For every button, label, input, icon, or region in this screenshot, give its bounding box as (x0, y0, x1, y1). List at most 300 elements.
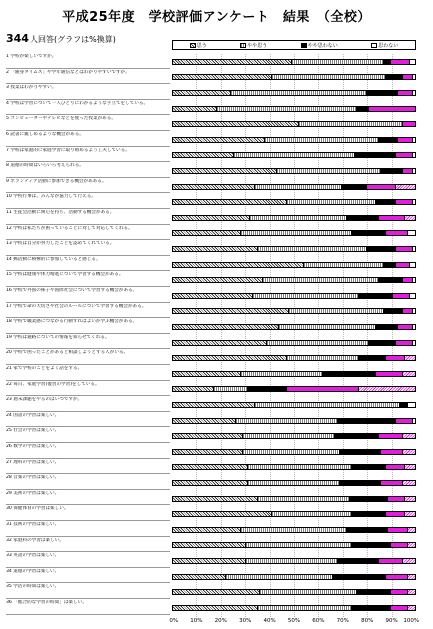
bar-segment-hatch (173, 122, 299, 126)
bar-segment-magenta (379, 216, 406, 220)
bar-segment-black (347, 528, 388, 532)
bar-segment-magenta (386, 512, 405, 516)
bar-segment-black (333, 575, 386, 579)
bar-segment-hatch (173, 481, 248, 485)
question-row (6, 460, 420, 476)
axis-tick-label: 50% (287, 618, 301, 624)
axis-tick-label: 20% (214, 618, 227, 624)
question-row (6, 522, 420, 538)
legend (172, 40, 416, 50)
question-row (6, 569, 420, 585)
response-bar (172, 449, 416, 455)
bar-segment-white (413, 309, 415, 313)
bar-segment-black (357, 107, 369, 111)
bar-segment-hatch (173, 325, 279, 329)
question-label: 22 毎日、家庭学習(復習の学習)をしている。 (6, 382, 170, 397)
legend-label: やや思う (247, 42, 268, 49)
response-count-label: 人回答(グラフは%換算) (29, 35, 116, 44)
bar-segment-black (400, 403, 407, 407)
bar-segment-pink (408, 606, 415, 610)
bar-segment-black (379, 278, 403, 282)
bar-segment-black (384, 309, 403, 313)
bar-segment-vert (231, 91, 367, 95)
response-bar (172, 262, 416, 268)
question-label: 8 道徳の時間はいろいろ考えられる。 (6, 163, 170, 178)
bar-segment-vert (236, 419, 338, 423)
response-bar (172, 293, 416, 299)
question-row (6, 350, 420, 366)
bar-segment-magenta (367, 185, 396, 189)
bar-segment-vert (217, 107, 357, 111)
legend-swatch (240, 43, 246, 48)
bar-segment-vert (258, 247, 367, 251)
bar-segment-black (357, 590, 391, 594)
bar-segment-black (359, 356, 386, 360)
bar-segment-magenta (391, 590, 408, 594)
bar-segment-vert (255, 403, 400, 407)
bar-segment-pink (403, 450, 415, 454)
question-label: 10 学校行事は、みんなが協力して行える。 (6, 194, 170, 209)
bar-segment-magenta (396, 419, 413, 423)
response-bar (172, 386, 416, 392)
question-label: 26 数学の学習は楽しい。 (6, 444, 170, 459)
question-label: 4 学校は学習について一人ひとりにわかるような手立てをしている。 (6, 101, 170, 116)
bar-segment-vert (248, 465, 352, 469)
page-title: 平成25年度 学校評価アンケート 結果 （全校） (62, 10, 371, 25)
response-bar (172, 496, 416, 502)
bar-segment-magenta (386, 575, 408, 579)
question-row (6, 397, 420, 413)
bar-segment-hatch (173, 450, 243, 454)
bar-segment-vert (304, 263, 384, 267)
question-row (6, 194, 420, 210)
response-bar (172, 527, 416, 533)
question-label: 12 学校は私たちが困っていることに対して対応してくれる。 (6, 226, 170, 241)
bar-segment-black (355, 153, 396, 157)
bar-segment-white (413, 75, 415, 79)
question-row (6, 538, 420, 554)
question-label: 19 学校は通路についての情報を知らせてくれる。 (6, 335, 170, 350)
bar-segment-vert (287, 200, 377, 204)
bar-segment-hatch (173, 309, 289, 313)
bar-segment-magenta (386, 356, 405, 360)
question-row (6, 116, 420, 132)
bar-segment-magenta (403, 309, 413, 313)
legend-label: やや思わない (307, 42, 338, 49)
axis-tick-label: 100% (403, 618, 420, 624)
bar-segment-vert (289, 309, 383, 313)
legend-item (240, 42, 267, 49)
bar-segment-hatch (173, 512, 272, 516)
bar-segment-hatch (173, 434, 243, 438)
question-row (6, 335, 420, 351)
axis-tick-label: 70% (336, 618, 349, 624)
question-label: 17 学校で命の大切さや社会のルールについて学習する機会がある。 (6, 304, 170, 319)
bar-segment-white (413, 278, 415, 282)
question-row (6, 553, 420, 569)
bar-segment-vert (241, 528, 347, 532)
bar-segment-hatch (173, 231, 241, 235)
question-row (6, 382, 420, 398)
response-bar (172, 574, 416, 580)
response-bar (172, 137, 416, 143)
question-label: 7 学校は家庭的に家庭学習に取り組めるよう工夫している。 (6, 148, 170, 163)
legend-label: 思わない (378, 42, 399, 49)
bar-segment-vert (277, 169, 381, 173)
legend-swatch (301, 43, 307, 48)
bar-segment-hatch (173, 169, 277, 173)
bar-segment-vert (214, 387, 248, 391)
question-row (6, 319, 420, 335)
bar-segment-hatch (173, 403, 255, 407)
question-row (6, 210, 420, 226)
bar-segment-vert (263, 278, 379, 282)
question-label: 13 学校は自分が努力したことを認めてくれている。 (6, 241, 170, 256)
bar-segment-vert (267, 341, 369, 345)
bar-segment-hatch (173, 356, 287, 360)
question-row (6, 428, 420, 444)
bar-segment-pink (359, 387, 415, 391)
bar-segment-hatch (173, 575, 226, 579)
bar-segment-hatch (173, 497, 258, 501)
bar-segment-black (347, 216, 378, 220)
bar-segment-hatch (173, 216, 250, 220)
question-row (6, 506, 420, 522)
bar-segment-magenta (403, 169, 413, 173)
question-label: 5 コンピューターやテレビなどを使った授業がある。 (6, 116, 170, 131)
bar-segment-black (335, 434, 379, 438)
legend-swatch (190, 43, 196, 48)
bar-segment-magenta (287, 387, 360, 391)
response-count (6, 32, 116, 45)
bar-segment-vert (241, 372, 323, 376)
bar-segment-black (350, 497, 389, 501)
question-label: 24 国語の学習は楽しい。 (6, 413, 170, 428)
bar-segment-vert (272, 512, 352, 516)
bar-segment-magenta (391, 606, 408, 610)
legend-item (371, 42, 398, 49)
bar-segment-vert (258, 497, 350, 501)
bar-segment-vert (246, 559, 338, 563)
response-bar (172, 511, 416, 517)
bar-segment-vert (279, 325, 376, 329)
response-bar (172, 246, 416, 252)
bar-segment-magenta (386, 465, 405, 469)
question-label: 1 学校が楽しいですか。 (6, 54, 170, 69)
bar-segment-hatch (173, 138, 265, 142)
response-bar (172, 480, 416, 486)
bar-segment-magenta (376, 372, 403, 376)
question-row (6, 148, 420, 164)
bar-segment-magenta (396, 247, 413, 251)
response-bar (172, 340, 416, 346)
bar-segment-white (410, 60, 415, 64)
question-label: 23 週末課題をやるのはいつですか。 (6, 397, 170, 412)
bar-segment-vert (287, 356, 360, 360)
response-bar (172, 308, 416, 314)
bar-segment-hatch (173, 387, 214, 391)
bar-segment-white (413, 138, 415, 142)
bar-segment-black (376, 200, 395, 204)
response-bar (172, 106, 416, 112)
bar-segment-hatch (173, 590, 260, 594)
response-bar (172, 74, 416, 80)
question-row (6, 600, 420, 616)
response-bar (172, 433, 416, 439)
response-bar (172, 402, 416, 408)
bar-segment-magenta (388, 497, 405, 501)
bar-segment-vert (255, 185, 342, 189)
bar-segment-vert (260, 590, 357, 594)
response-bar (172, 371, 416, 377)
legend-swatch (371, 43, 377, 48)
bar-segment-magenta (403, 278, 413, 282)
bar-segment-vert (292, 60, 384, 64)
bar-segment-white (413, 325, 415, 329)
bar-segment-hatch (173, 419, 236, 423)
bar-segment-hatch (173, 606, 258, 610)
response-bar (172, 90, 416, 96)
x-axis (169, 618, 420, 628)
bar-segment-hatch (173, 91, 231, 95)
bar-segment-hatch (173, 75, 272, 79)
bar-segment-vert (243, 450, 340, 454)
question-label: 33 英語の学習は楽しい。 (6, 553, 170, 568)
bar-segment-black (352, 606, 391, 610)
bar-segment-hatch (173, 153, 234, 157)
axis-tick-label: 30% (239, 618, 252, 624)
bar-segment-magenta (396, 200, 413, 204)
bar-segment-black (340, 481, 381, 485)
bar-segment-hatch (173, 200, 287, 204)
bar-segment-black (379, 138, 398, 142)
bar-segment-black (340, 450, 381, 454)
bar-segment-pink (403, 372, 415, 376)
question-row (6, 101, 420, 117)
question-row (6, 241, 420, 257)
response-bar (172, 418, 416, 424)
response-bar (172, 230, 416, 236)
bar-segment-magenta (396, 263, 411, 267)
bar-segment-pink (396, 185, 415, 189)
bar-segment-black (352, 231, 386, 235)
legend-item (190, 42, 207, 49)
bar-segment-pink (408, 575, 415, 579)
bar-segment-pink (405, 497, 415, 501)
legend-item (301, 42, 338, 49)
question-row (6, 179, 420, 195)
bar-segment-magenta (369, 107, 415, 111)
bar-segment-vert (253, 294, 359, 298)
bar-segment-magenta (391, 543, 408, 547)
bar-segment-vert (272, 75, 386, 79)
question-row (6, 257, 420, 273)
bar-segment-hatch (173, 294, 253, 298)
bar-segment-magenta (398, 91, 413, 95)
bar-segment-magenta (381, 450, 403, 454)
question-label: 28 音楽の学習は楽しい。 (6, 475, 170, 490)
question-label: 36 「総合的な学習の時間」は楽しい。 (6, 600, 170, 615)
bar-segment-hatch (173, 60, 292, 64)
bar-segment-vert (234, 153, 355, 157)
bar-segment-magenta (379, 434, 403, 438)
question-label: 18 学校で職業感につながる行動すればよいか学ぶ機会がある。 (6, 319, 170, 334)
bar-segment-white (408, 403, 415, 407)
bar-segment-hatch (173, 543, 246, 547)
bar-segment-black (342, 185, 366, 189)
bar-segment-magenta (391, 60, 410, 64)
question-label: 20 学校で困ったことがあると相談しようとする人がいる。 (6, 350, 170, 365)
bar-segment-white (413, 419, 415, 423)
response-bar (172, 277, 416, 283)
bar-segment-magenta (396, 153, 413, 157)
bar-segment-white (413, 247, 415, 251)
bar-segment-black (384, 60, 391, 64)
bar-segment-pink (405, 216, 415, 220)
question-row (6, 304, 420, 320)
bar-segment-pink (405, 356, 415, 360)
bar-segment-magenta (398, 325, 413, 329)
bar-segment-magenta (396, 341, 413, 345)
bar-segment-magenta (403, 122, 415, 126)
bar-segment-pink (405, 465, 415, 469)
bar-segment-magenta (398, 138, 413, 142)
response-bar (172, 605, 416, 611)
bar-segment-pink (403, 559, 415, 563)
bar-segment-black (338, 559, 379, 563)
axis-tick-label: 40% (263, 618, 276, 624)
bar-segment-pink (408, 590, 415, 594)
bar-segment-vert (246, 543, 352, 547)
bar-segment-black (338, 419, 396, 423)
response-bar (172, 168, 416, 174)
bar-segment-hatch (173, 107, 217, 111)
response-bar (172, 184, 416, 190)
question-label: 9 ボランティア活動に参加できる機会があある。 (6, 179, 170, 194)
question-row (6, 475, 420, 491)
question-label: 14 郵活動に積極的に参加していると感じる。 (6, 257, 170, 272)
bar-segment-hatch (173, 372, 241, 376)
bar-segment-black (367, 247, 396, 251)
response-bar (172, 589, 416, 595)
question-label: 11 生徒会活動に関心を持ち、活動する機会がある。 (6, 210, 170, 225)
question-label: 21 家で学校のことをよく話をする。 (6, 366, 170, 381)
response-bar (172, 121, 416, 127)
question-label: 27 理科の学習は楽しい。 (6, 460, 170, 475)
bar-segment-black (352, 543, 391, 547)
question-row (6, 366, 420, 382)
bar-segment-hatch (173, 247, 258, 251)
axis-tick-label: 80% (361, 618, 374, 624)
bar-segment-vert (250, 216, 347, 220)
question-label: 25 社会の学習は楽しい。 (6, 428, 170, 443)
question-label: 30 保健体育の学習は楽しい。 (6, 506, 170, 521)
bar-segment-hatch (173, 465, 248, 469)
question-label: 34 道徳の学習は楽しい。 (6, 569, 170, 584)
bar-segment-black (367, 91, 398, 95)
response-bar (172, 199, 416, 205)
bar-segment-pink (403, 481, 415, 485)
bar-segment-vert (265, 138, 379, 142)
bar-segment-vert (299, 122, 403, 126)
response-bar (172, 558, 416, 564)
question-row (6, 132, 420, 148)
question-label: 15 学校は健康や体力増進について学習する機会がある。 (6, 272, 170, 287)
question-label: 16 学校で外国の様子や国際社会について学習する機会がある。 (6, 288, 170, 303)
question-row (6, 54, 420, 70)
question-row (6, 272, 420, 288)
bar-segment-black (352, 512, 386, 516)
axis-tick-label: 10% (190, 618, 203, 624)
bar-segment-white (413, 153, 415, 157)
response-bar (172, 152, 416, 158)
response-bar (172, 324, 416, 330)
bar-segment-vert (243, 434, 335, 438)
bar-segment-hatch (173, 559, 246, 563)
question-row (6, 491, 420, 507)
bar-segment-white (413, 169, 415, 173)
response-count-number: 344 (6, 32, 29, 45)
bar-segment-black (369, 341, 396, 345)
bar-segment-magenta (386, 231, 408, 235)
bar-segment-white (408, 231, 415, 235)
bar-segment-black (386, 75, 403, 79)
bar-segment-pink (408, 528, 415, 532)
question-row (6, 584, 420, 600)
question-label: 35 学活の時間は楽しい。 (6, 584, 170, 599)
bar-segment-white (413, 91, 415, 95)
legend-label: 思う (196, 42, 207, 49)
bar-segment-pink (405, 512, 415, 516)
bar-segment-black (248, 387, 287, 391)
question-row (6, 444, 420, 460)
bar-segment-black (352, 465, 386, 469)
response-bar (172, 542, 416, 548)
bar-segment-vert (241, 231, 352, 235)
bar-segment-hatch (173, 528, 241, 532)
bar-segment-magenta (379, 559, 403, 563)
response-bar (172, 464, 416, 470)
bar-segment-magenta (381, 481, 403, 485)
bar-segment-white (413, 200, 415, 204)
bar-segment-magenta (403, 75, 413, 79)
bar-segment-black (359, 294, 393, 298)
question-label: 29 美術の学習は楽しい。 (6, 491, 170, 506)
bar-segment-white (410, 263, 415, 267)
question-row (6, 163, 420, 179)
bar-segment-magenta (393, 294, 410, 298)
bar-segment-hatch (173, 278, 263, 282)
response-bar (172, 215, 416, 221)
question-label: 32 家庭科の学習は楽しい。 (6, 538, 170, 553)
question-label: 3 授業はわかりやすい。 (6, 85, 170, 100)
bar-segment-magenta (388, 528, 407, 532)
axis-tick-label: 60% (312, 618, 325, 624)
question-row (6, 70, 420, 86)
axis-tick-label: 90% (385, 618, 398, 624)
question-row (6, 413, 420, 429)
axis-tick-label: 0% (169, 618, 179, 624)
response-bar (172, 355, 416, 361)
bar-segment-vert (258, 606, 352, 610)
question-label: 6 読書に親しめるような機会がある。 (6, 132, 170, 147)
bar-segment-white (410, 294, 415, 298)
bar-segment-black (384, 263, 396, 267)
bar-segment-black (323, 372, 376, 376)
question-label: 31 技術の学習は楽しい。 (6, 522, 170, 537)
bar-segment-black (376, 325, 398, 329)
bar-segment-hatch (173, 185, 255, 189)
